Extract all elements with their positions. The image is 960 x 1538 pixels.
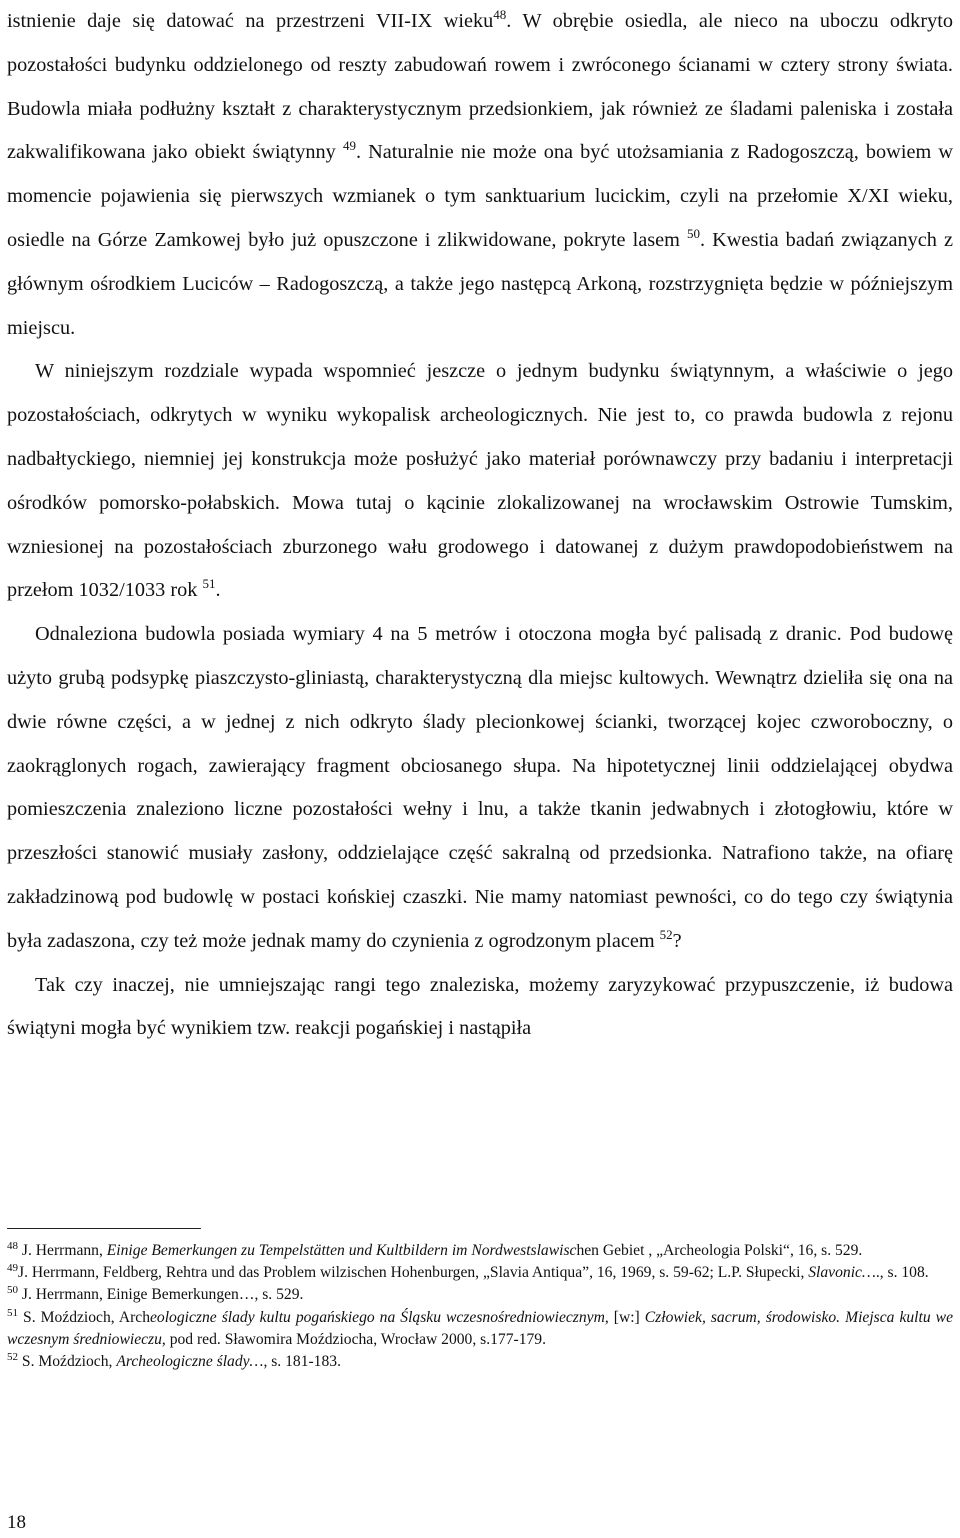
footnote-title: Slavonic… (808, 1264, 876, 1282)
text-run: Tak czy inaczej, nie umniejszając rangi tego znaleziska, możemy zaryzykować przypuszczenie, iż budowa świątyni mogła być wynikiem tzw. reakcji pogańskiej i nastąpiła (7, 973, 953, 1040)
paragraph (7, 350, 953, 613)
footnote-text: hen Gebiet , „Archeologia Polski“, 16, s. 529. (576, 1242, 863, 1259)
text-run: istnienie daje się datować na przestrzeni VII-IX wieku (7, 10, 494, 32)
text-run: . Naturalnie nie może ona być utożsamiania z Radogoszczą, bowiem w momencie pojawienia się pierwszych wzmianek o tym sanktuarium lucickim, czyli na przełomie X/XI wieku, osiedle na Górze Zamkowej było już opuszczone i zlikwidowane, pokryte lasem (7, 141, 953, 251)
footnote-ref[interactable]: 51 (202, 576, 216, 592)
footnote-text: S. Moździoch, Arch (18, 1308, 150, 1326)
footnote-text: , s. 181-183. (263, 1353, 341, 1371)
body-text (7, 0, 953, 1051)
page-number: 18 (7, 1512, 26, 1533)
footnote-title: eologiczne ślady kultu pogańskiego na Śląsku wczesnośredniowiecznym (150, 1308, 605, 1326)
footnote-text: J. Herrmann, Feldberg, Rehtra und das Problem wilzischen Hohenburgen, „Slavia Antiqua”, 16, 1969, s. 59-62; L.P. Słupecki, (18, 1264, 809, 1282)
footnotes (7, 1240, 953, 1373)
footnote-number: 50 (7, 1284, 18, 1297)
paragraph (7, 0, 953, 350)
footnote-ref[interactable]: 48 (493, 7, 507, 22)
footnote-50 (7, 1284, 953, 1306)
footnote-number: 48 (7, 1240, 18, 1252)
footnote-text: , pod red. Sławomira Moździocha, Wrocław 2000, s.177-179. (161, 1330, 546, 1348)
footnote-52 (7, 1351, 953, 1373)
footnote-48 (7, 1240, 953, 1262)
footnote-title: Człowiek, sacrum, środowisko. Miejsca kultu we wczesnym średniowieczu (7, 1308, 953, 1348)
footnote-separator (7, 1228, 201, 1229)
text-run: . (215, 579, 221, 602)
footnote-51 (7, 1307, 953, 1351)
text-run: . W obrębie osiedla, ale nieco na uboczu odkryto pozostałości budynku oddzielonego od reszty zabudowań rowem i zwróconego ścianami w cztery strony świata. Budowla miała podłużny kształt z charakterystycznym przedsionkiem, jak również ze śladami paleniska i została zakwalifikowana jako obiekt świątynny (7, 10, 953, 164)
footnote-title: Einige Bemerkungen zu Tempelstätten und Kultbildern im Nordwestslawisc (106, 1242, 577, 1259)
footnote-number: 49 (7, 1262, 18, 1275)
footnote-text: S. Moździoch, (18, 1353, 117, 1371)
footnote-49 (7, 1262, 953, 1284)
footnote-title: Archeologiczne ślady… (116, 1353, 264, 1371)
text-run: . Kwestia badań związanych z głównym ośrodkiem Luciców – Radogoszczą, a także jego następcą Arkoną, rozstrzygnięta będzie w późniejszym miejscu. (7, 228, 953, 339)
text-run: Odnaleziona budowla posiada wymiary 4 na 5 metrów i otoczona mogła być palisadą z dranic. Pod budowę użyto grubą podsypkę piaszczysto-gliniastą, charakterystyczną dla miejsc kultowych. Wewnątrz dzieliła się ona na dwie równe części, a w jednej z nich odkryto ślady plecionkowej ścianki, tworzącej kojec czworoboczny, o zaokrąglonych rogach, zawierający fragment obciosanego słupa. Na hipotetycznej linii oddzielającej obydwa pomieszczenia znaleziono liczne pozostałości wełny i lnu, a także tkanin jedwabnych i złotogłowiu, które w przeszłości stanowić musiały zasłony, oddzielające część sakralną od przedsionka. Natrafiono także, na ofiarę zakładzinową pod budowlę w postaci końskiej czaszki. Nie mamy natomiast pewności, co do tego czy świątynia była zadaszona, czy też może jednak mamy do czynienia z ogrodzonym placem (7, 623, 953, 952)
paragraph (7, 613, 953, 963)
text-run: ? (672, 929, 682, 952)
footnote-text: J. Herrmann, Einige Bemerkungen…, s. 529. (18, 1286, 304, 1304)
footnote-text: J. Herrmann, (18, 1242, 107, 1259)
footnote-ref[interactable]: 50 (686, 225, 700, 241)
text-run: W niniejszym rozdziale wypada wspomnieć jeszcze o jednym budynku świątynnym, a właściwie o jego pozostałościach, odkrytych w wyniku wykopalisk archeologicznych. Nie jest to, co prawda budowla z rejonu nadbałtyckiego, niemniej jej konstrukcja może posłużyć jako materiał porównawczy przy badaniu i interpretacji ośrodków pomorsko-połabskich. Mowa tutaj o kącinie zlokalizowanej na wrocławskim Ostrowie Tumskim, wzniesionej na pozostałościach zburzonego wału grodowego i datowanej z dużym prawdopodobieństwem na przełom 1032/1033 rok (7, 360, 953, 602)
footnote-number: 51 (7, 1306, 18, 1319)
footnote-text: ., s. 108. (875, 1264, 929, 1282)
paragraph (7, 964, 953, 1052)
footnote-text: , [w:] (604, 1308, 645, 1326)
footnote-ref[interactable]: 49 (342, 138, 356, 154)
footnote-ref[interactable]: 52 (659, 926, 673, 942)
footnote-number: 52 (7, 1351, 18, 1364)
